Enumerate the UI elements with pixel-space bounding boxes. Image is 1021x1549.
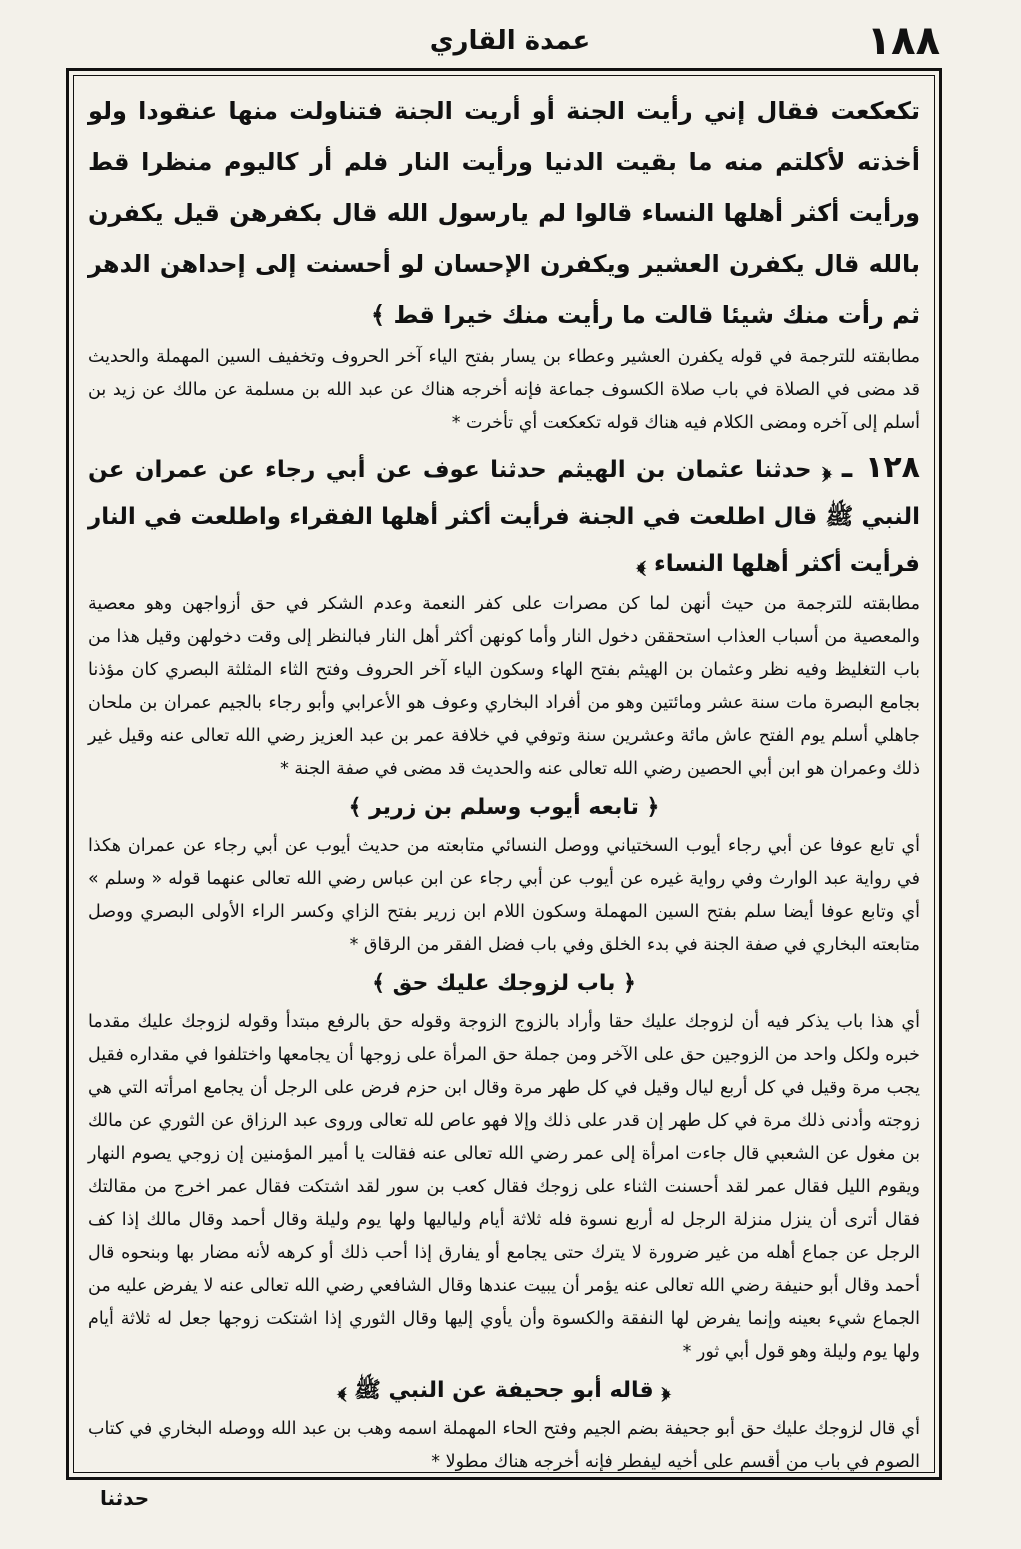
running-title: عمدة القاري — [429, 26, 591, 56]
text-body — [73, 75, 935, 1473]
commentary-paragraph: مطابقته للترجمة من حيث أنهن لما كن مصرات على كفر النعمة وعدم الشكر في حق أزواجهن وهو معصية والمعصية من أسباب العذاب استحققن دخول النار وأما كونهن أكثر أهل النار فبالنظر إلى وقت دخولهن وقيل هذا من باب التغليظ وفيه نظر وعثمان بن الهيثم بفتح الهاء وسكون الياء آخر الحروف وفتح الثاء المثلثة البصري كان مؤذنا بجامع البصرة مات سنة عشر ومائتين وهو من أفراد البخاري وعوف هو الأعرابي وأبو رجاء بالجيم عمران بن ملحان جاهلي أسلم يوم الفتح عاش مائة وعشرين سنة وتوفي في خلافة عمر بن عبد العزيز رضي الله تعالى عنه وقيل غير ذلك وعمران هو ابن أبي الحصين رضي الله تعالى عنه والحديث قد مضى في صفة الجنة * — [88, 594, 920, 779]
section-heading: ﴿ تابعه أيوب وسلم بن زرير ﴾ — [348, 795, 660, 820]
commentary-paragraph: أي قال لزوجك عليك حق أبو جحيفة بضم الجيم وفتح الحاء المهملة اسمه وهب بن عبد الله ووصله البخاري في كتاب الصوم في باب من أقسم على أخيه ليفطر فإنه أخرجه هناك مطولا * — [88, 1419, 920, 1472]
hadith-block — [88, 444, 920, 588]
page-header — [80, 18, 940, 68]
catchword: حدثنا — [100, 1486, 150, 1510]
commentary-paragraph: أي هذا باب يذكر فيه أن لزوجك عليك حقا وأراد بالزوج الزوجة وقوله حق بالرفع مبتدأ وقوله لزوجك عليك مقدما خبره ولكل واحد من الزوجين حق على الآخر ومن جملة حق المرأة على زوجها أن يجامعها واختلفوا في مقداره فقيل يجب مرة وقيل في كل أربع ليال وقيل في كل طهر مرة وقال ابن حزم فرض على الرجل أن يجامع امرأته التي هي زوجته وأدنى ذلك مرة في كل طهر إن قدر على ذلك وإلا فهو عاص لله تعالى وروى عبد الرزاق عن الثوري عن مالك بن مغول عن الشعبي قال جاءت امرأة إلى عمر رضي الله تعالى عنه فقالت يا أمير المؤمنين إن زوجي يصوم النهار ويقوم الليل فقال عمر لقد أحسنت الثناء على زوجك فقال كعب بن سور لقد اشتكت فقال عمر اخرج من مقالتك فقال أترى أن ينزل منزلة الرجل له أربع نسوة فله ثلاثة أيام ولياليها ولها يوم وليلة وقال أحمد وقال مالك إذا كف الرجل عن جماع أهله من غير ضرورة لا يترك حتى يجامع أو يفارق إذا أحب ذلك أو كرهه لأنه مضار بها وبنحوه قال أحمد وقال أبو حنيفة رضي الله تعالى عنه يؤمر أن يبيت عندها وقال الشافعي رضي الله تعالى عنه لا يفرض عليه من الجماع شيء بعينه وإنما يفرض لها النفقة والكسوة وأن يأوي إليها وقال الثوري إذا اشتكت زوجها جعل له ثلاثة أيام ولها يوم وليلة وهو قول أبي ثور * — [88, 1012, 920, 1362]
commentary-paragraph: أي تابع عوفا عن أبي رجاء أيوب السختياني ووصل النسائي متابعته من حديث أيوب عن أبي رجاء عن عمران هكذا في رواية عبد الوارث وفي رواية غيره عن أيوب عن أبي رجاء عن ابن عباس رضي الله تعالى عنهما قوله « وسلم » أي وتابع عوفا أيضا سلم بفتح السين المهملة وسكون اللام ابن زرير بفتح الزاي وكسر الراء الأولى البصري ووصل متابعته البخاري في صفة الجنة في بدء الخلق وفي باب فضل الفقر من الرقاق * — [88, 836, 920, 955]
chapter-heading: ﴿ باب لزوجك عليك حق ﴾ — [372, 971, 636, 996]
page-number: ١٨٨ — [866, 18, 940, 64]
hadith-text: ﴿ حدثنا عثمان بن الهيثم حدثنا عوف عن أبي رجاء عن عمران عن النبي ﷺ قال اطلعت في الجنة فرأيت أكثر أهلها الفقراء واطلعت في النار فرأيت أكثر أهلها النساء ﴾ — [88, 457, 920, 577]
hadith-text-continuation: تكعكعت فقال إني رأيت الجنة أو أريت الجنة فتناولت منها عنقودا ولو أخذته لأكلتم منه ما بقيت الدنيا ورأيت النار فلم أر كاليوم منظرا قط ورأيت أكثر أهلها النساء قالوا لم يارسول الله قال بكفرهن قيل يكفرن بالله قال يكفرن العشير ويكفرن الإحسان لو أحسنت إلى إحداهن الدهر ثم رأت منك شيئا قالت ما رأيت منك خيرا قط ﴾ — [88, 97, 920, 329]
section-heading: ﴿ قاله أبو جحيفة عن النبي ﷺ ﴾ — [337, 1378, 671, 1403]
commentary-paragraph: مطابقته للترجمة في قوله يكفرن العشير وعطاء بن يسار بفتح الياء آخر الحروف وتخفيف السين المهملة والحديث قد مضى في الصلاة في باب صلاة الكسوف جماعة فإنه أخرجه هناك عن عبد الله بن مسلمة عن مالك عن زيد بن أسلم إلى آخره ومضى الكلام فيه هناك قوله تكعكعت أي تأخرت * — [88, 347, 920, 433]
hadith-number: ١٢٨ ـ — [841, 450, 920, 485]
text-frame — [66, 68, 942, 1480]
